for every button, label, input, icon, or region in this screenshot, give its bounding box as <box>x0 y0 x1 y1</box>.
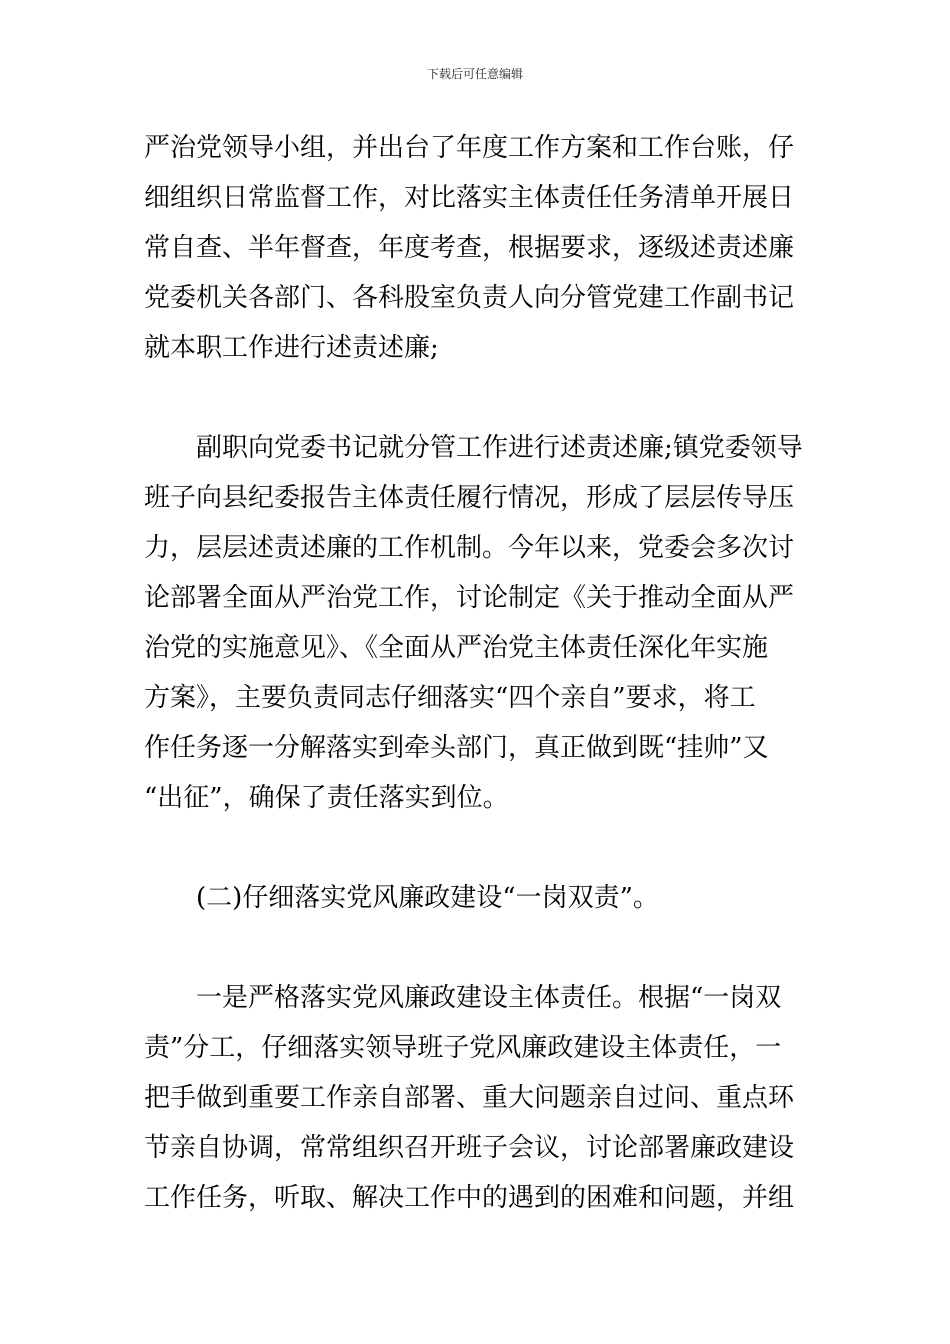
text-line: 作任务逐一分解落实到牵头部门，真正做到既“挂帅”又 <box>144 733 769 763</box>
text-line: 节亲自协调，常常组织召开班子会议，讨论部署廉政建设 <box>144 1133 795 1163</box>
text-line: 班子向县纪委报告主体责任履行情况，形成了层层传导压 <box>144 483 795 513</box>
text-line: 工作任务，听取、解决工作中的遇到的困难和问题，并组 <box>144 1183 795 1213</box>
text-line: 党委机关各部门、各科股室负责人向分管党建工作副书记 <box>144 283 795 313</box>
page-header: 下载后可任意编辑 <box>426 67 523 81</box>
section-heading: (二)仔细落实党风廉政建设“一岗双责”。 <box>196 883 659 913</box>
text-line: 细组织日常监督工作，对比落实主体责任任务清单开展日 <box>144 183 795 213</box>
text-line: 常自查、半年督查，年度考查，根据要求，逐级述责述廉 <box>144 233 795 263</box>
text-line: 一是严格落实党风廉政建设主体责任。根据“一岗双 <box>196 983 782 1013</box>
text-line: “出征”，确保了责任落实到位。 <box>144 783 509 813</box>
text-line: 责”分工，仔细落实领导班子党风廉政建设主体责任，一 <box>144 1033 782 1063</box>
text-line: 方案》，主要负责同志仔细落实“四个亲自”要求，将工 <box>144 683 756 713</box>
text-line: 论部署全面从严治党工作，讨论制定《关于推动全面从严 <box>144 583 795 613</box>
text-line: 副职向党委书记就分管工作进行述责述廉;镇党委领导 <box>196 433 803 463</box>
text-line: 治党的实施意见》、《全面从严治党主体责任深化年实施 <box>144 633 769 663</box>
text-line: 把手做到重要工作亲自部署、重大问题亲自过问、重点环 <box>144 1083 795 1113</box>
text-line: 力，层层述责述廉的工作机制。今年以来，党委会多次讨 <box>144 533 795 563</box>
text-line: 严治党领导小组，并出台了年度工作方案和工作台账，仔 <box>144 133 795 163</box>
text-line: 就本职工作进行述责述廉; <box>144 333 439 363</box>
